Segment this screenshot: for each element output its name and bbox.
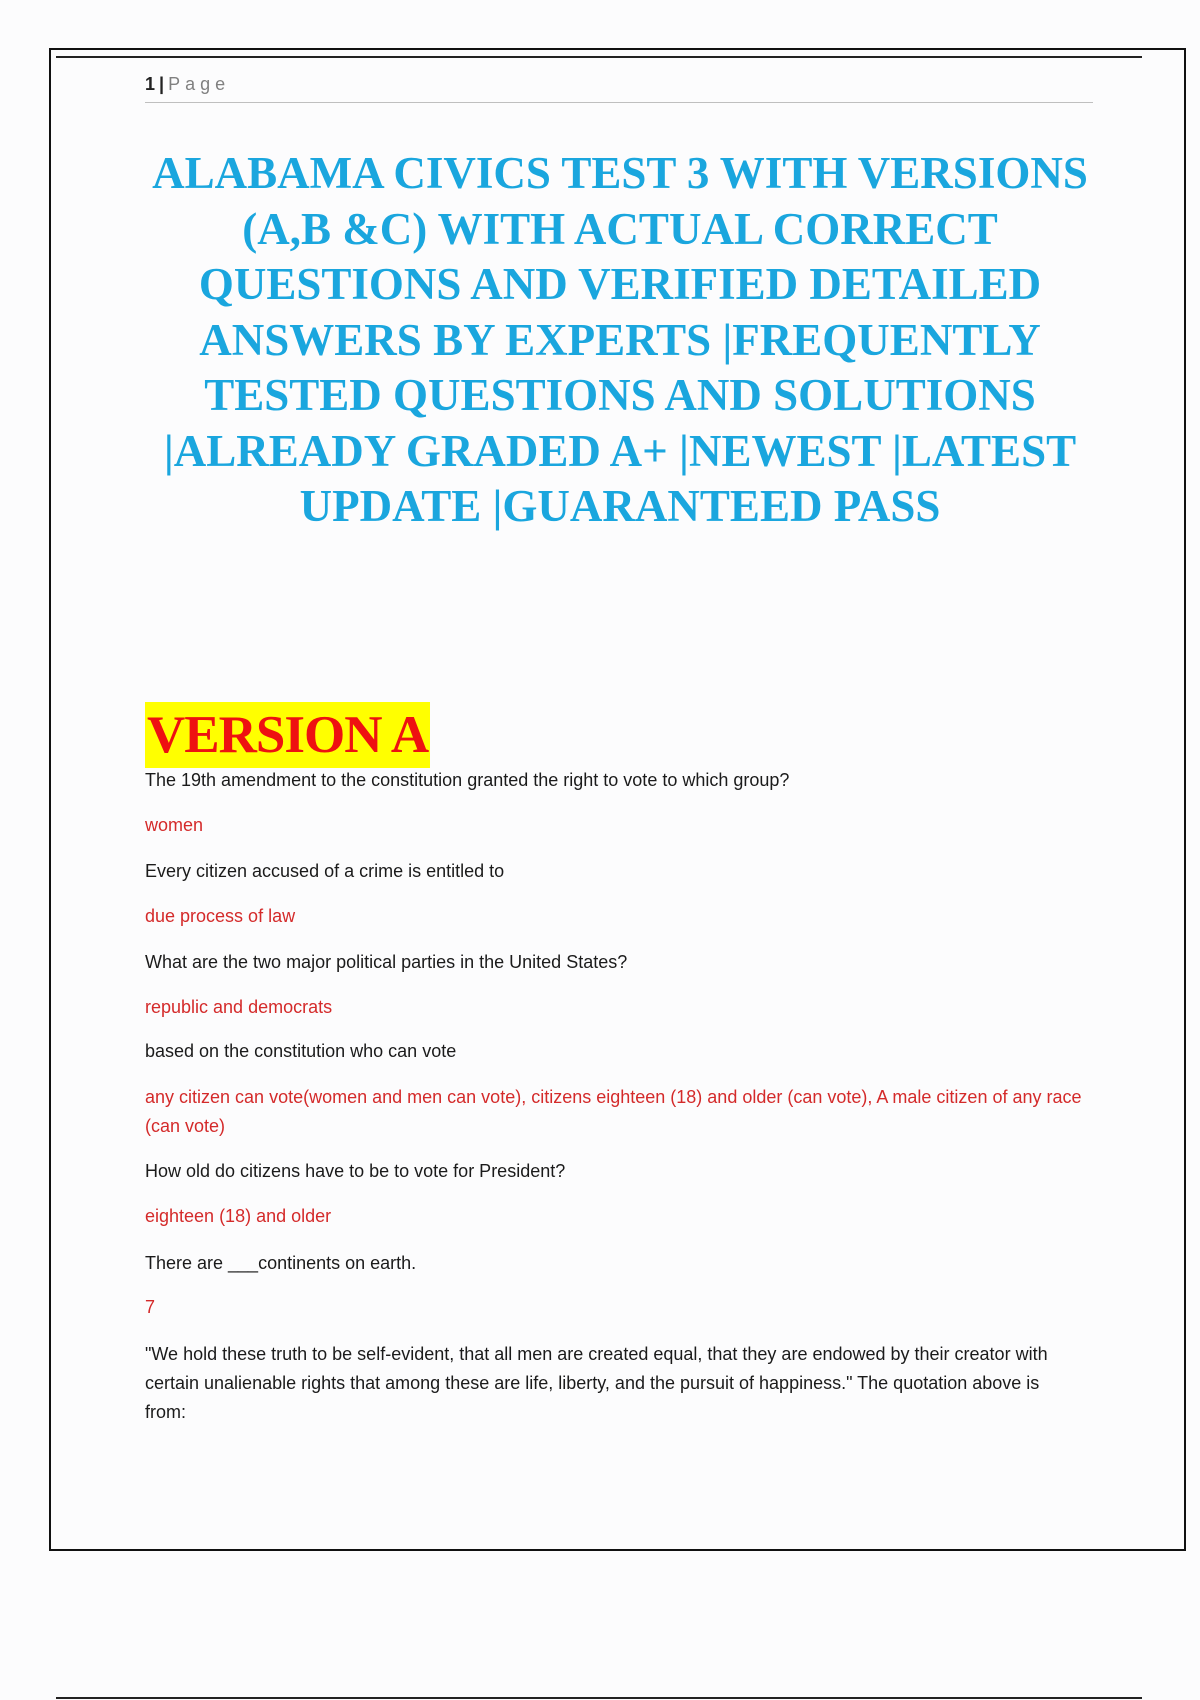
top-rule [56,56,1142,58]
answer-1: women [145,815,204,835]
answer-6: 7 [145,1297,156,1317]
question-6: There are ___continents on earth. [145,1253,417,1273]
answer-3: republic and democrats [145,997,333,1017]
page-header [145,74,1093,103]
question-1: The 19th amendment to the constitution granted the right to vote to which group? [145,770,790,790]
question-2: Every citizen accused of a crime is entitled to [145,861,505,881]
page-number: 1 [145,74,156,94]
header-separator: | [159,74,165,94]
version-heading: VERSION A [145,702,430,768]
answer-2: due process of law [145,906,296,926]
question-7: "We hold these truth to be self-evident, that all men are created equal, that they are endowed by their creator with certain unalienable rights that among these are life, liberty, and the pursuit of happiness." The quotation above is from: [145,1344,1048,1422]
question-3: What are the two major political parties in the United States? [145,952,628,972]
answer-4: any citizen can vote(women and men can vote), citizens eighteen (18) and older (can vote), A male citizen of any race (can vote) [145,1087,1082,1136]
document-title: ALABAMA CIVICS TEST 3 WITH VERSIONS (A,B &C) WITH ACTUAL CORRECT QUESTIONS AND VERIFIED DETAILED ANSWERS BY EXPERTS |FREQUENTLY TESTED QUESTIONS AND SOLUTIONS |ALREADY GRADED A+ |NEWEST |LATEST UPDATE |GUARANTEED PASS [152,148,1088,531]
question-5: How old do citizens have to be to vote for President? [145,1161,566,1181]
answer-5: eighteen (18) and older [145,1206,332,1226]
bottom-rule [56,1697,1142,1699]
page-label: Page [168,74,231,94]
question-4: based on the constitution who can vote [145,1041,457,1061]
